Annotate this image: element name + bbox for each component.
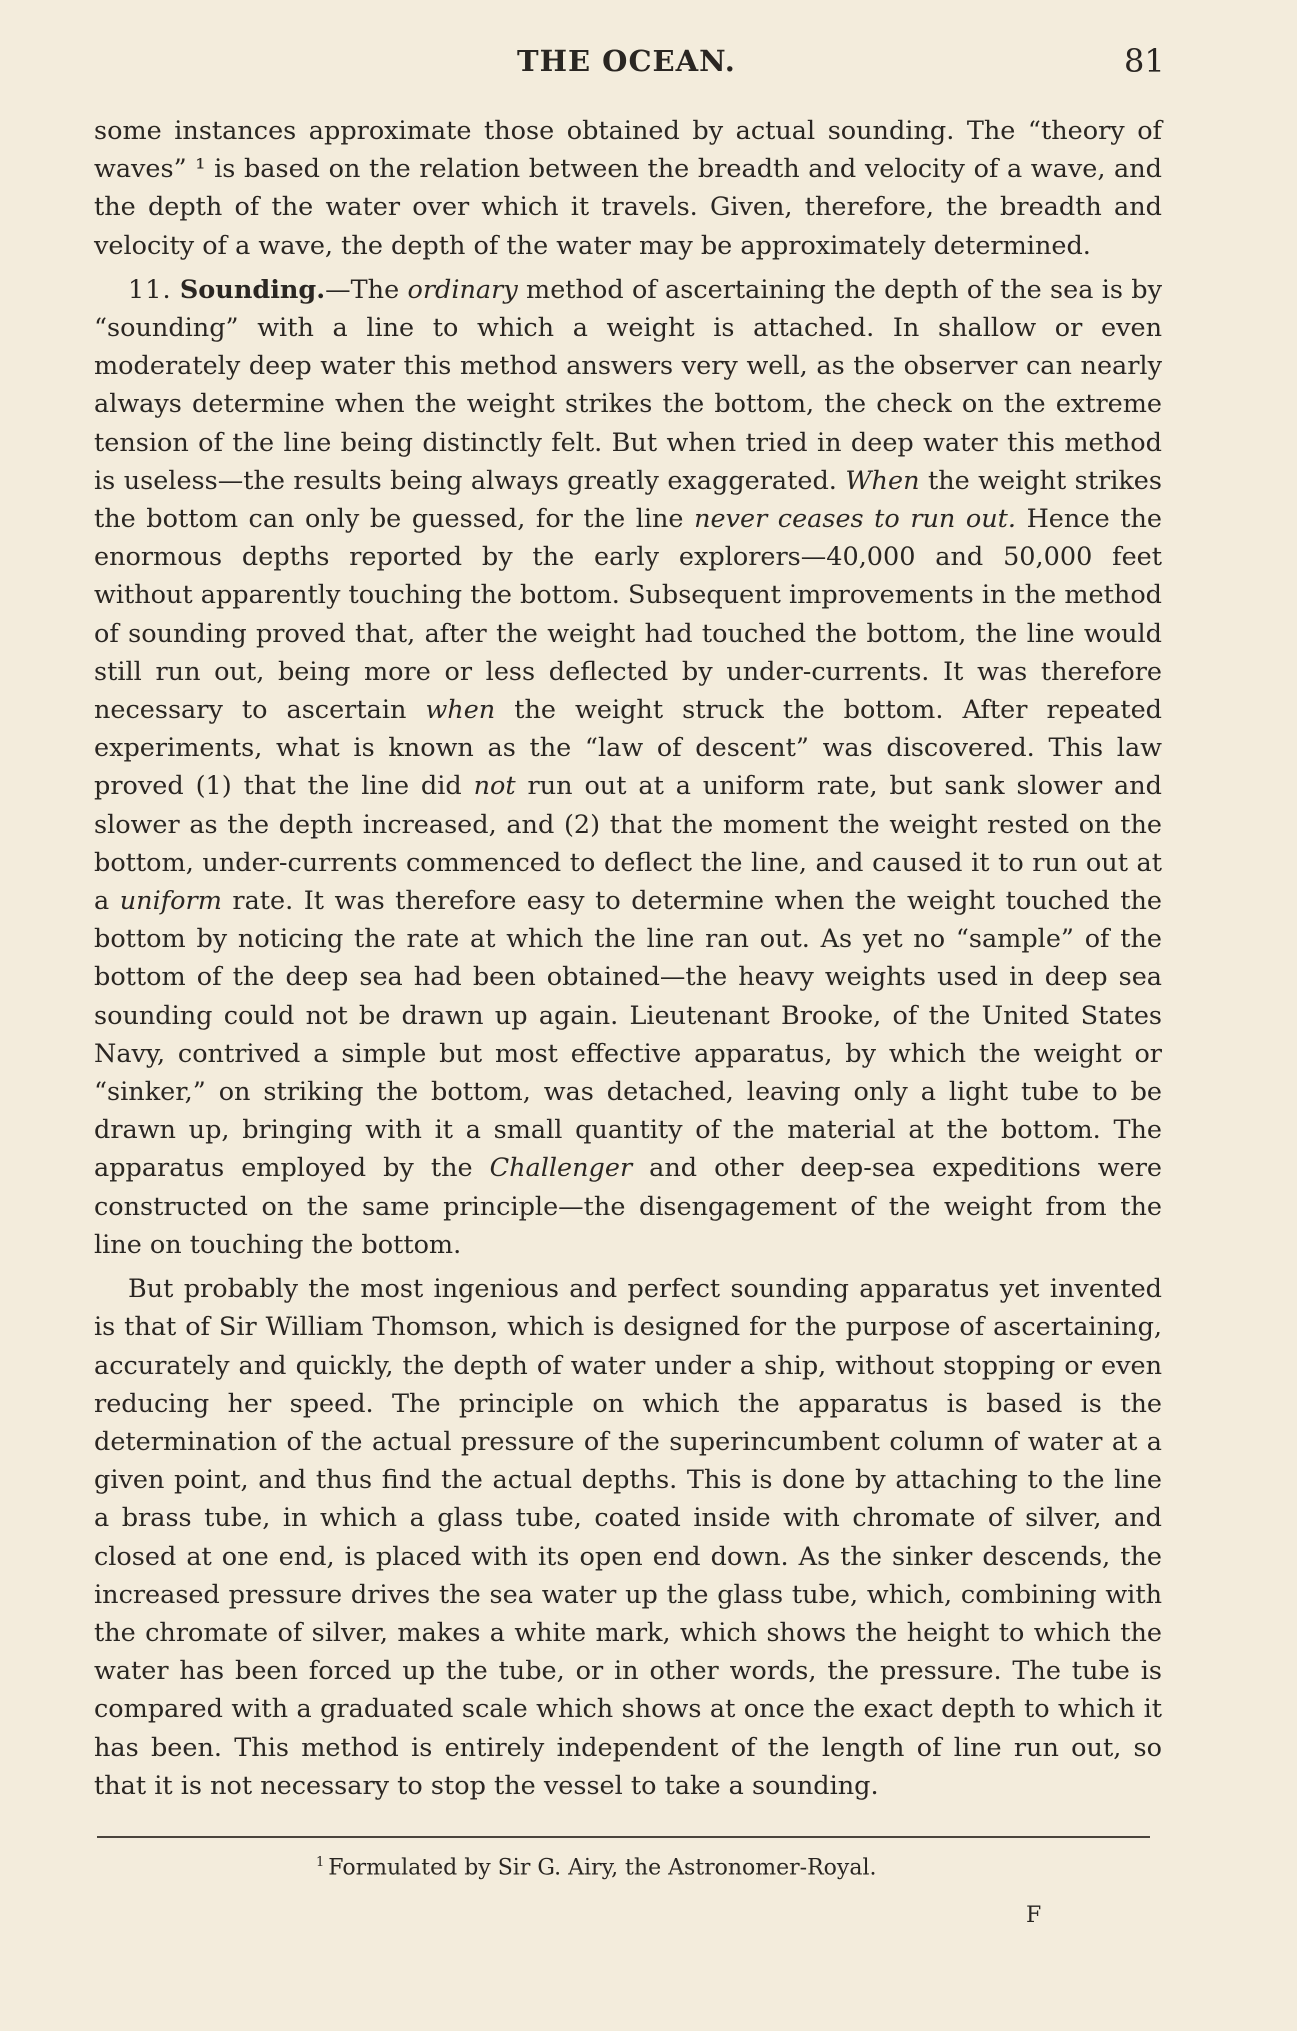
- italic-run: ordinary: [407, 274, 518, 305]
- text-run: the weight strikes the bottom can only be guessed, for the line: [94, 465, 1162, 535]
- page-number: 81: [1124, 42, 1165, 80]
- text-run: —The: [325, 274, 408, 305]
- signature-mark: F: [1026, 1903, 1042, 1928]
- section-number: 11.: [128, 274, 172, 305]
- text-run: and other deep-sea expeditions were constructed on the same principle—the disengagement of the weight from the line on touching the bottom.: [94, 1153, 1162, 1260]
- italic-run: Challenger: [489, 1153, 633, 1184]
- italic-run: not: [473, 771, 516, 802]
- running-title: THE OCEAN.: [517, 44, 736, 78]
- footnote-marker: 1: [316, 1855, 325, 1870]
- running-head: [0, 44, 1297, 88]
- italic-run: uniform: [119, 886, 222, 917]
- italic-run: never ceases to run out.: [694, 504, 1017, 535]
- text-run: Hence the enormous depths reported by the early explorers—40,000 and 50,000 feet without apparently touching the bottom. Subsequent improvements in the method of sounding proved that, after the weight had touched the bottom, the line would still run out, being more or less deflected by under-currents. It was therefore necessary to ascertain: [94, 504, 1162, 726]
- section-title: Sounding.: [179, 274, 326, 305]
- paragraph-thomson-apparatus: But probably the most ingenious and perfect sounding apparatus yet invented is that of Sir William Thomson, which is designed for the purpose of ascertaining, accurately and quickly, the depth of water under a ship, without stopping or even reducing her speed. The principle on which the apparatus is based is the determination of the actual pressure of the superincumbent column of water at a given point, and thus find the actual depths. This is done by attaching to the line a brass tube, in which a glass tube, coated inside with chromate of silver, and closed at one end, is placed with its open end down. As the sinker descends, the increased pressure drives the sea water up the glass tube, which, combining with the chromate of silver, makes a white mark, which shows the height to which the water has been forced up the tube, or in other words, the pressure. The tube is compared with a graduated scale which shows at once the exact depth to which it has been. This method is entirely independent of the length of line run out, so that it is not necessary to stop the vessel to take a sounding.: [94, 1274, 1162, 1801]
- body-text: [94, 112, 1162, 1811]
- paragraph-sounding: [94, 271, 1162, 1264]
- text-run: rate. It was therefore easy to determine when the weight touched the bottom by noticing the rate at which the line ran out. As yet no “sample” of the bottom of the deep sea had been obtained—the heavy weights used in deep sea sounding could not be drawn up again. Lieutenant Brooke, of the United States Navy, contrived a simple but most effective apparatus, by which the weight or “sinker,” on striking the bottom, was detached, leaving only a light tube to be drawn up, bringing with it a small quantity of the material at the bottom. The apparatus employed by the: [94, 886, 1163, 1184]
- footnote-text: Formulated by Sir G. Airy, the Astronomer-Royal.: [328, 1855, 877, 1881]
- footnote-rule: [97, 1836, 1150, 1838]
- text-run: run out at a uniform rate, but sank slower and slower as the depth increased, and (2) that the moment the weight rested on the bottom, under-currents commenced to deflect the line, and caused it to run out at a: [94, 771, 1163, 917]
- footnote: [316, 1855, 877, 1880]
- text-run: method of ascertaining the depth of the sea is by “sounding” with a line to which a weight is attached. In shallow or even moderately deep water this method answers very well, as the observer can nearly always determine when the weight strikes the bottom, the check on the extreme tension of the line being distinctly felt. But when tried in deep water this method is useless—the results being always greatly exaggerated.: [94, 274, 1162, 496]
- text-run: the weight struck the bottom. After repeated experiments, what is known as the “law of descent” was discovered. This law proved (1) that the line did: [94, 695, 1162, 802]
- italic-run: When: [845, 465, 920, 496]
- italic-run: when: [425, 695, 496, 726]
- paragraph-theory-of-waves: some instances approximate those obtained by actual sounding. The “theory of waves” ¹ is based on the relation between the breadth and velocity of a wave, and the depth of the water over which it travels. Given, therefore, the breadth and velocity of a wave, the depth of the water may be approximately determined.: [94, 116, 1162, 261]
